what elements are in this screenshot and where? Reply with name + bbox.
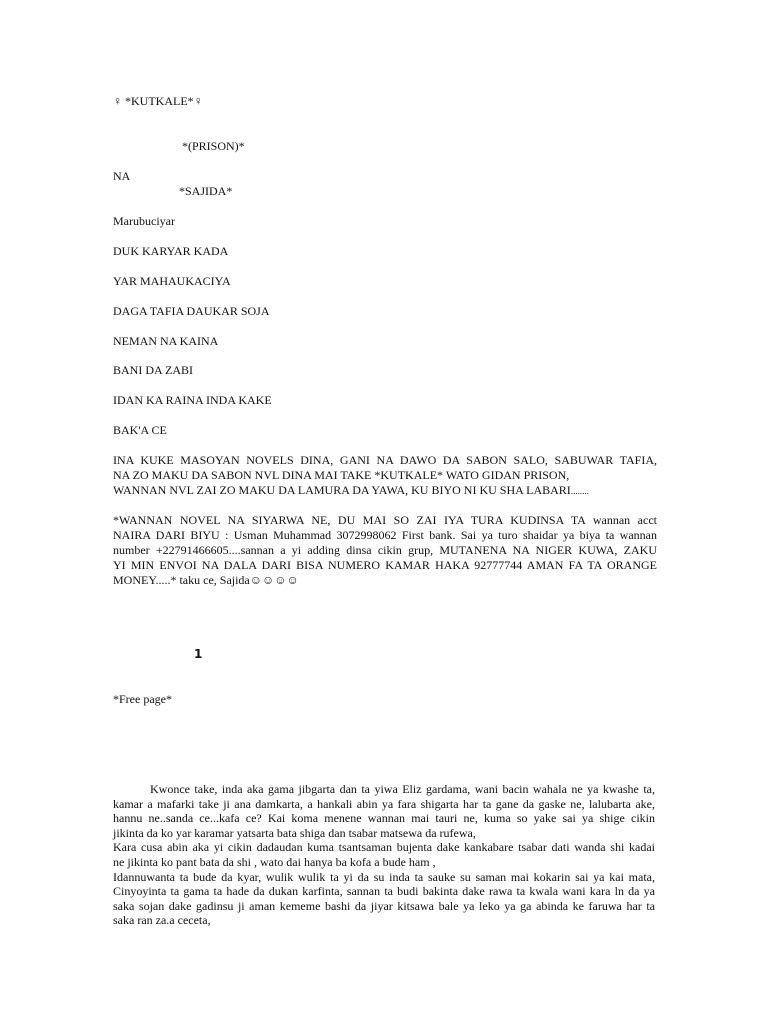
paragraph-line-text: WANNAN NVL ZAI ZO MAKU DA LAMURA DA YAWA, KU BIYO NI KU SHA LABARI xyxy=(113,483,571,497)
story-line: jikinta da ko yar karamar yatsarta bata shiga dan tsabar matsewa da rufewa, xyxy=(113,825,476,840)
story-line: Kara cusa abin aka yi cikin dadaudan kuma tsantsaman bujenta dake kankabare tsabar dati wanda shi kadai xyxy=(113,840,655,855)
story-line: Cinyoyinta ta gama ta hade da dukan karfinta, sannan ta budi bakinta dake rawa ta kwala wani kara ln da ya xyxy=(113,884,655,899)
story-line: hannu ne..sanda ce...kafa ce? Kai koma menene wannan mai tauri ne, kuma so yake sai ya shige cikin xyxy=(113,811,655,826)
na-text: NA xyxy=(113,169,131,183)
paragraph-line: NA ZO MAKU DA SABON NVL DINA MAI TAKE *KUTKALE* WATO GIDAN PRISON, xyxy=(113,468,570,482)
document-title: ♀ *KUTKALE*♀ xyxy=(113,94,203,108)
paragraph-line: *WANNAN NOVEL NA SIYARWA NE, DU MAI SO ZAI IYA TURA KUDINSA TA wannan acct xyxy=(113,513,657,527)
dedication-heading: Marubuciyar xyxy=(113,214,175,228)
work-title: IDAN KA RAINA INDA KAKE xyxy=(113,393,272,407)
work-title: NEMAN NA KAINA xyxy=(113,334,219,348)
work-title: BANI DA ZABI xyxy=(113,363,193,377)
prison-subtitle: *(PRISON)* xyxy=(182,139,245,153)
paragraph-line: NAIRA DARI BIYU : Usman Muhammad 3072998062 First bank. Sai ya turo shaidar ya biya ta wannan xyxy=(113,528,657,542)
notice-paragraph xyxy=(113,513,657,588)
work-title: DAGA TAFIA DAUKAR SOJA xyxy=(113,304,270,318)
work-title: YAR MAHAUKACIYA xyxy=(113,274,231,288)
story-line: kamar a mafarki take ji ana damkarta, a hankali abin ya fara shigarta har ta gane da gaske ne, lalubarta ake, xyxy=(113,796,655,811)
intro-paragraph xyxy=(113,453,657,499)
story-line: ne jikinta ko pant bata da shi , wato dai hanya ba kofa a bude ham , xyxy=(113,854,436,869)
paragraph-line: MONEY.....* taku ce, Sajida☺☺☺☺ xyxy=(113,573,299,587)
story-line: Kwonce take, inda aka gama jibgarta dan ta yiwa Eliz gardama, wani bacin wahala ne ya kwashe ta, xyxy=(150,782,655,796)
story-body xyxy=(113,782,655,928)
story-line: saka ran za.a ceceta, xyxy=(113,913,211,928)
story-line: Idannuwanta ta bude da kyar, wulik wulik ta yi da su inda ta sauke su saman mai kokarin sai ya kai mata, xyxy=(113,869,655,884)
story-line: saka sojan dake gadinsu ji aman kememe bashi da jiyar kitsawa bale ya leko ya ga abinda ke faruwa har ta xyxy=(113,898,655,913)
paragraph-line xyxy=(113,483,657,499)
trailing-dots: ........ xyxy=(570,486,589,496)
paragraph-line: INA KUKE MASOYAN NOVELS DINA, GANI NA DAWO DA SABON SALO, SABUWAR TAFIA, xyxy=(113,453,657,467)
free-page-label: *Free page* xyxy=(113,692,172,706)
chapter-number: 1 xyxy=(194,647,203,661)
work-title: BAK'A CE xyxy=(113,423,167,437)
paragraph-line: YI MIN ENVOI NA DALA DARI BISA NUMERO KAMAR HAKA 92777744 AMAN FA TA ORANGE xyxy=(113,558,657,572)
author-tag: *SAJIDA* xyxy=(179,184,233,198)
paragraph-line: number +22791466605....sannan a yi adding dinsa cikin grup, MUTANENA NA NIGER KUWA, ZAKU xyxy=(113,543,657,557)
work-title: DUK KARYAR KADA xyxy=(113,244,229,258)
